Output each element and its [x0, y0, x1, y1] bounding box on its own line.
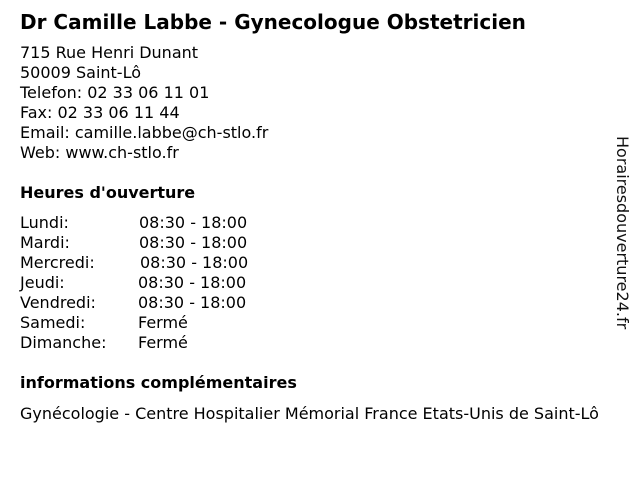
page-title: Dr Camille Labbe - Gynecologue Obstetricien: [20, 10, 526, 34]
day-label: Mardi:: [20, 233, 70, 252]
hours-value: 08:30 - 18:00: [138, 273, 247, 292]
hours-value: 08:30 - 18:00: [139, 233, 248, 252]
info-text: Gynécologie - Centre Hospitalier Mémorial France Etats-Unis de Saint-Lô: [20, 404, 599, 423]
day-label: Samedi:: [20, 313, 86, 332]
hours-heading: Heures d'ouverture: [20, 183, 196, 202]
hours-value: 08:30 - 18:00: [139, 213, 248, 232]
hours-value: Fermé: [138, 333, 188, 352]
phone-line: Telefon: 02 33 06 11 01: [20, 83, 210, 102]
email-line: Email: camille.labbe@ch-stlo.fr: [20, 123, 269, 142]
hours-value: 08:30 - 18:00: [138, 293, 247, 312]
day-label: Mercredi:: [20, 253, 95, 272]
day-label: Lundi:: [20, 213, 69, 232]
web-line: Web: www.ch-stlo.fr: [20, 143, 179, 162]
brand-label: Horairesdouverture24.fr: [613, 136, 632, 330]
info-heading: informations complémentaires: [20, 373, 297, 392]
hours-value: Fermé: [138, 313, 188, 332]
brand-watermark: [612, 136, 632, 344]
hours-value: 08:30 - 18:00: [140, 253, 249, 272]
day-label: Vendredi:: [20, 293, 96, 312]
fax-line: Fax: 02 33 06 11 44: [20, 103, 180, 122]
contact-block: [20, 43, 268, 163]
address-street: 715 Rue Henri Dunant: [20, 43, 199, 62]
address-city: 50009 Saint-Lô: [20, 63, 141, 82]
day-label: Dimanche:: [20, 333, 107, 352]
day-label: Jeudi:: [20, 273, 65, 292]
